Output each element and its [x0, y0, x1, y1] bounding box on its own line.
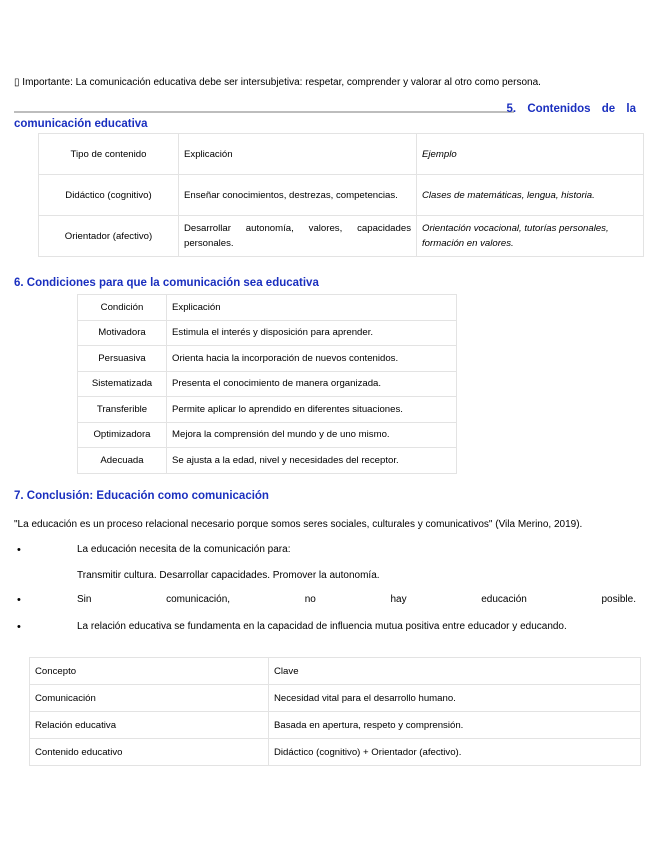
table-cell: Didáctico (cognitivo) + Orientador (afectivo). — [269, 739, 641, 766]
table-cell: Contenido educativo — [30, 739, 269, 766]
bullet-word: comunicación, — [166, 594, 231, 605]
header-cell: Condición — [78, 295, 167, 321]
section5-word-contenidos: Contenidos — [527, 103, 591, 115]
important-note-text: Importante: La comunicación educativa debe ser intersubjetiva: respetar, comprender y valorar al otro como persona. — [22, 77, 541, 88]
conditions-table — [77, 294, 457, 474]
note-marker-icon: ▯ — [14, 77, 20, 88]
table-cell: Orientador (afectivo) — [39, 216, 179, 257]
table-header-row — [30, 658, 641, 685]
bullet-text: La educación necesita de la comunicación para: — [77, 544, 291, 555]
section7-heading: 7. Conclusión: Educación como comunicación — [14, 490, 269, 502]
table-cell: Orienta hacia la incorporación de nuevos contenidos. — [167, 346, 457, 372]
table-cell: Motivadora — [78, 320, 167, 346]
table-row — [78, 422, 457, 448]
table-cell: Persuasiva — [78, 346, 167, 372]
table-cell: Desarrollar autonomía, valores, capacidades personales. — [179, 216, 417, 257]
section5-heading-line1 — [507, 103, 636, 115]
table-row — [30, 685, 641, 712]
bullet-icon: • — [17, 594, 21, 606]
horizontal-rule — [14, 111, 514, 113]
bullet-word: posible. — [601, 594, 636, 605]
table-cell: Mejora la comprensión del mundo y de uno mismo. — [167, 422, 457, 448]
table-cell: Enseñar conocimientos, destrezas, competencias. — [179, 175, 417, 216]
table-row — [39, 216, 644, 257]
table-header-row — [78, 295, 457, 321]
table-row — [78, 346, 457, 372]
table-cell: Basada en apertura, respeto y comprensión. — [269, 712, 641, 739]
conclusion-quote: "La educación es un proceso relacional necesario porque somos seres sociales, culturales y comunicativos" (Vila Merino, 2019). — [14, 519, 583, 530]
bullet-text — [77, 594, 636, 605]
table-cell: Estimula el interés y disposición para aprender. — [167, 320, 457, 346]
table-cell: Orientación vocacional, tutorías personales, formación en valores. — [417, 216, 644, 257]
bullet-word: hay — [390, 594, 407, 605]
table-cell: Optimizadora — [78, 422, 167, 448]
table-cell: Presenta el conocimiento de manera organizada. — [167, 371, 457, 397]
table-cell: Clases de matemáticas, lengua, historia. — [417, 175, 644, 216]
header-cell: Clave — [269, 658, 641, 685]
bullet-word: no — [304, 594, 316, 605]
section5-word-la: la — [626, 103, 636, 115]
table-cell: Sistematizada — [78, 371, 167, 397]
table-cell: Se ajusta a la edad, nivel y necesidades del receptor. — [167, 448, 457, 474]
table-cell: Transferible — [78, 397, 167, 423]
section5-number: 5. — [506, 103, 517, 115]
summary-table — [29, 657, 641, 766]
table-row — [78, 320, 457, 346]
header-cell: Tipo de contenido — [39, 134, 179, 175]
section5-heading-line2: comunicación educativa — [14, 118, 148, 130]
table-cell: Didáctico (cognitivo) — [39, 175, 179, 216]
table-row — [39, 175, 644, 216]
bullet-sub-items: Transmitir cultura. Desarrollar capacidades. Promover la autonomía. — [77, 570, 380, 581]
table-cell: Adecuada — [78, 448, 167, 474]
bullet-icon: • — [17, 621, 21, 633]
bullet-word: Sin — [77, 594, 92, 605]
header-cell: Explicación — [167, 295, 457, 321]
header-cell: Ejemplo — [417, 134, 644, 175]
table-header-row — [39, 134, 644, 175]
bullet-text: La relación educativa se fundamenta en la capacidad de influencia mutua positiva entre educador y educando. — [77, 621, 567, 632]
table-cell: Relación educativa — [30, 712, 269, 739]
section6-heading: 6. Condiciones para que la comunicación sea educativa — [14, 277, 319, 289]
table-row — [78, 448, 457, 474]
bullet-word: educación — [481, 594, 527, 605]
header-cell: Concepto — [30, 658, 269, 685]
content-types-table — [38, 133, 644, 257]
table-row — [30, 739, 641, 766]
section5-word-de: de — [601, 103, 616, 115]
important-note — [14, 77, 541, 88]
table-cell: Permite aplicar lo aprendido en diferentes situaciones. — [167, 397, 457, 423]
table-cell: Necesidad vital para el desarrollo humano. — [269, 685, 641, 712]
table-row — [30, 712, 641, 739]
table-row — [78, 371, 457, 397]
table-cell: Comunicación — [30, 685, 269, 712]
bullet-icon: • — [17, 544, 21, 556]
header-cell: Explicación — [179, 134, 417, 175]
table-row — [78, 397, 457, 423]
